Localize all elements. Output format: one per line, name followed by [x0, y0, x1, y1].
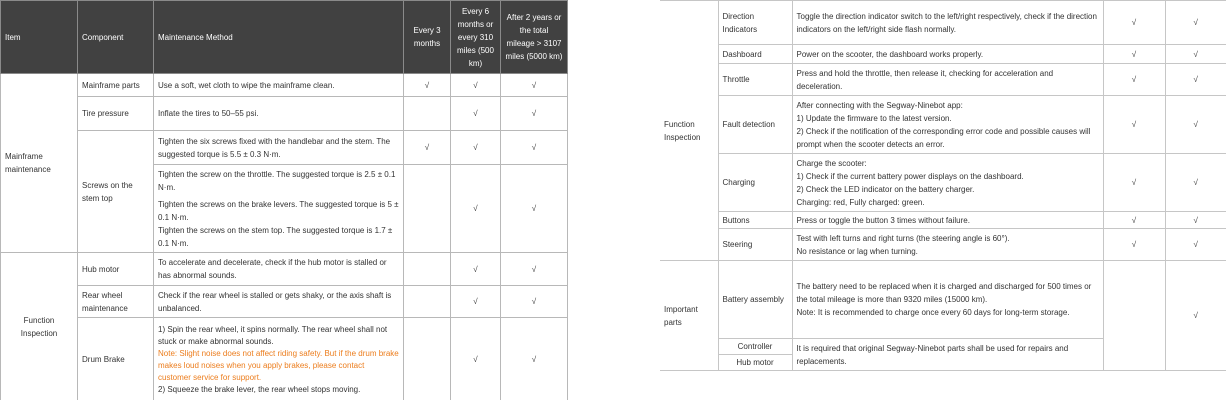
- table-row: [1, 318, 568, 400]
- method-drum-brake: [154, 318, 404, 400]
- method-line: Charge the scooter:: [796, 158, 867, 168]
- method-line: Tighten the screw on the throttle. The suggested torque is 2.5 ± 0.1 N·m.: [158, 169, 396, 192]
- check-mark: √: [1103, 96, 1165, 154]
- table-row: [1, 131, 568, 165]
- table-row: [660, 261, 1226, 339]
- method-line: No resistance or lag when turning.: [796, 246, 918, 256]
- group-function-inspection: Function Inspection: [660, 1, 718, 261]
- method-buttons: Press or toggle the button 3 times without failure.: [792, 212, 1103, 229]
- drum-brake-note: Note: Slight noise does not affect riding safety. But if the drum brake makes loud noises when you apply brakes, please contact customer service for support.: [158, 348, 399, 382]
- method-steering: [792, 229, 1103, 261]
- component-mainframe-parts: Mainframe parts: [78, 74, 154, 97]
- method-line: Test with left turns and right turns (the steering angle is 60°).: [796, 233, 1010, 243]
- header-component: Component: [78, 1, 154, 74]
- method-line: Note: It is recommended to charge once every 60 days for long-term storage.: [796, 308, 1070, 317]
- check-mark: √: [451, 74, 501, 97]
- method-tire-pressure: Inflate the tires to 50–55 psi.: [154, 97, 404, 131]
- maintenance-table-left: [0, 0, 568, 400]
- empty-cell: [404, 253, 451, 286]
- check-mark: √: [1165, 229, 1226, 261]
- check-mark: √: [1103, 212, 1165, 229]
- method-screws-torque: [154, 165, 404, 253]
- component-direction-indicators: Direction Indicators: [718, 1, 792, 45]
- empty-cell: [1103, 261, 1165, 371]
- table-row: [1, 74, 568, 97]
- header-item: Item: [1, 1, 78, 74]
- check-mark: √: [1103, 45, 1165, 64]
- component-steering: Steering: [718, 229, 792, 261]
- group-important-parts: Important parts: [660, 261, 718, 371]
- check-mark: √: [1103, 229, 1165, 261]
- component-battery-assembly: Battery assembly: [718, 261, 792, 339]
- component-hub-motor: Hub motor: [78, 253, 154, 286]
- method-fault-detection: [792, 96, 1103, 154]
- header-after-2-years: After 2 years or the total mileage > 3107 miles (5000 km): [501, 1, 568, 74]
- component-screws-stem-top: Screws on the stem top: [78, 131, 154, 253]
- component-buttons: Buttons: [718, 212, 792, 229]
- check-mark: √: [404, 74, 451, 97]
- method-line: 2) Check the LED indicator on the battery charger.: [796, 184, 975, 194]
- check-mark: √: [451, 165, 501, 253]
- check-mark: √: [1103, 1, 1165, 45]
- method-throttle: Press and hold the throttle, then release it, checking for acceleration and deceleration.: [792, 64, 1103, 96]
- header-every-3-months: Every 3 months: [404, 1, 451, 74]
- check-mark: √: [501, 97, 568, 131]
- header-row: [1, 1, 568, 74]
- check-mark: √: [1103, 64, 1165, 96]
- table-row: [660, 212, 1226, 229]
- check-mark: √: [451, 253, 501, 286]
- check-mark: √: [1165, 1, 1226, 45]
- method-line: 2) Squeeze the brake lever, the rear wheel stops moving.: [158, 384, 361, 394]
- check-mark: √: [1165, 212, 1226, 229]
- check-mark: √: [1165, 45, 1226, 64]
- method-battery-assembly: [792, 261, 1103, 339]
- method-line: Charging: red, Fully charged: green.: [796, 197, 925, 207]
- method-screws-handlebar: Tighten the six screws fixed with the handlebar and the stem. The suggested torque is 5.5 ± 0.3 N·m.: [154, 131, 404, 165]
- check-mark: √: [501, 74, 568, 97]
- method-hub-motor: To accelerate and decelerate, check if the hub motor is stalled or has abnormal sounds.: [154, 253, 404, 286]
- empty-cell: [404, 286, 451, 318]
- table-row: [660, 45, 1226, 64]
- method-line: Tighten the screws on the stem top. The suggested torque is 1.7 ± 0.1 N·m.: [158, 225, 393, 248]
- check-mark: √: [1165, 261, 1226, 371]
- component-fault-detection: Fault detection: [718, 96, 792, 154]
- table-row: [660, 154, 1226, 212]
- method-direction-indicators: Toggle the direction indicator switch to the left/right respectively, check if the direction indicators on the left/right side flash normally.: [792, 1, 1103, 45]
- method-line: 2) Check if the notification of the corresponding error code and possible causes will prompt when the scooter detects an error.: [796, 126, 1091, 149]
- table-row: [1, 97, 568, 131]
- component-controller: Controller: [718, 339, 792, 355]
- check-mark: √: [501, 131, 568, 165]
- empty-cell: [404, 97, 451, 131]
- check-mark: √: [451, 131, 501, 165]
- empty-cell: [404, 165, 451, 253]
- check-mark: √: [1165, 64, 1226, 96]
- component-drum-brake: Drum Brake: [78, 318, 154, 400]
- table-row: [1, 253, 568, 286]
- method-line: 1) Check if the current battery power displays on the dashboard.: [796, 171, 1024, 181]
- table-row: [660, 96, 1226, 154]
- check-mark: √: [501, 286, 568, 318]
- table-row: [660, 229, 1226, 261]
- check-mark: √: [451, 286, 501, 318]
- check-mark: √: [451, 97, 501, 131]
- check-mark: √: [451, 318, 501, 400]
- method-line: Tighten the screws on the brake levers. The suggested torque is 5 ± 0.1 N·m.: [158, 199, 399, 222]
- group-function-inspection: Function Inspection: [1, 253, 78, 400]
- method-line: 1) Update the firmware to the latest version.: [796, 113, 952, 123]
- check-mark: √: [501, 165, 568, 253]
- group-mainframe-maintenance: Mainframe maintenance: [1, 74, 78, 253]
- check-mark: √: [404, 131, 451, 165]
- method-parts-replacement: It is required that original Segway-Ninebot parts shall be used for repairs and replacements.: [792, 339, 1103, 371]
- component-tire-pressure: Tire pressure: [78, 97, 154, 131]
- header-method: Maintenance Method: [154, 1, 404, 74]
- component-dashboard: Dashboard: [718, 45, 792, 64]
- check-mark: √: [1165, 154, 1226, 212]
- component-hub-motor: Hub motor: [718, 355, 792, 371]
- method-mainframe-parts: Use a soft, wet cloth to wipe the mainframe clean.: [154, 74, 404, 97]
- table-row: [660, 1, 1226, 45]
- table-row: [660, 64, 1226, 96]
- check-mark: √: [501, 253, 568, 286]
- component-rear-wheel: Rear wheel maintenance: [78, 286, 154, 318]
- empty-cell: [404, 318, 451, 400]
- method-line: The battery need to be replaced when it is charged and discharged for 500 times or the total mileage is more than 9320 miles (15000 km).: [796, 282, 1092, 304]
- table-row: [1, 286, 568, 318]
- method-line: 1) Spin the rear wheel, it spins normally. The rear wheel shall not stuck or make abnormal sounds.: [158, 324, 388, 346]
- header-every-6-months: Every 6 months or every 310 miles (500 km): [451, 1, 501, 74]
- component-charging: Charging: [718, 154, 792, 212]
- method-charging: [792, 154, 1103, 212]
- check-mark: √: [1165, 96, 1226, 154]
- check-mark: √: [501, 318, 568, 400]
- component-throttle: Throttle: [718, 64, 792, 96]
- method-rear-wheel: Check if the rear wheel is stalled or gets shaky, or the axis shaft is unbalanced.: [154, 286, 404, 318]
- method-line: After connecting with the Segway-Ninebot app:: [796, 100, 963, 110]
- maintenance-table-right: [660, 0, 1226, 371]
- check-mark: √: [1103, 154, 1165, 212]
- method-dashboard: Power on the scooter, the dashboard works properly.: [792, 45, 1103, 64]
